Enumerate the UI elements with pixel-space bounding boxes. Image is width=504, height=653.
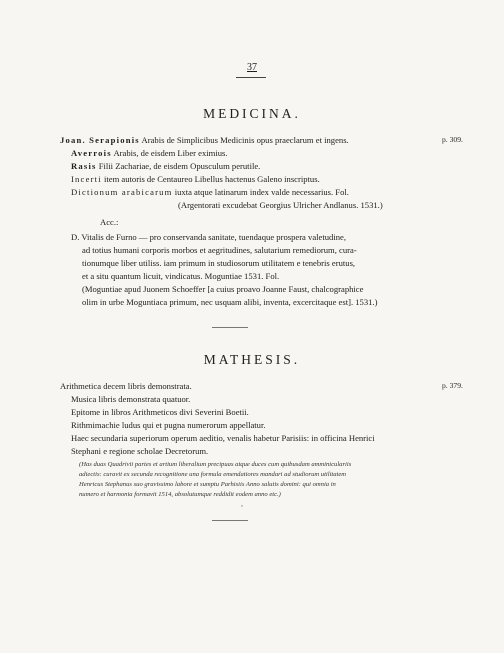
entry-author: Joan. Serapionis (60, 135, 140, 145)
mathesis-line: Haec secundaria superiorum operum aeditio, venalis habetur Parisiis: in officina Henrici (71, 433, 375, 443)
section-divider (212, 520, 248, 521)
entry-author: Dictionum arabicarum (71, 187, 173, 197)
mathesis-page-ref: p. 379. (442, 381, 463, 390)
mathesis-line: Epitome in libros Arithmeticos divi Severini Boetii. (71, 407, 249, 417)
entry-author: Averrois (71, 148, 112, 158)
entry-text: item autoris de Centaureo Libellus hactenus Galeno inscriptus. (101, 174, 320, 184)
imprint-line: (Argentorati excudebat Georgius Ulricher Andlanus. 1531.) (178, 200, 383, 210)
medicina-entry (71, 161, 260, 171)
medicina-heading: MEDICINA. (203, 106, 301, 121)
vitalis-line: D. Vitalis de Furno — pro conservanda sanitate, tuendaque prospera valetudine, (71, 232, 346, 242)
mathesis-line: Arithmetica decem libris demonstrata. (60, 381, 192, 391)
acc-label: Acc.: (100, 217, 119, 227)
medicina-entry (71, 187, 349, 197)
vitalis-line: ad totius humani corporis morbos et aegritudines, salutarium remediorum, cura- (82, 245, 357, 255)
mathesis-line: Stephani e regione scholae Decretorum. (71, 446, 209, 456)
entry-author: Rasis (71, 161, 97, 171)
footnote-line: (Has duas Quadrivii partes et artium liberalium precipuas atque duces cum quibusdam amminiculariis (79, 461, 352, 468)
section-divider (212, 327, 248, 328)
vitalis-line: tionumque liber utiliss. iam primum in studiosorum utilitatem e tenebris erutus, (82, 258, 356, 268)
medicina-page-ref: p. 309. (442, 135, 463, 144)
entry-text: Filii Zachariae, de eisdem Opusculum perutile. (96, 161, 261, 171)
vitalis-line: et a situ quantum licuit, vindicatus. Moguntiae 1531. Fol. (82, 271, 280, 281)
footnote-line: numero et harmonia formavit 1514, absolutumque reddidit eodem anno etc.) (79, 491, 281, 498)
medicina-entry (71, 174, 320, 184)
entry-text: iuxta atque latinarum index valde necessarius. Fol. (172, 187, 349, 197)
footnote-line: Henricus Stephanus suo gravissimo labore et sumptu Parhisiis Anno salutis domini: qui omnia in (79, 481, 336, 488)
medicina-entry (71, 148, 228, 158)
mathesis-line: Rithmimachie ludus qui et pugna numerorum appellatur. (71, 420, 266, 430)
footnote-line: adiectis: curavit ex secunda recognitione una formula emendatiores mandari ad studiorum utilitatem (79, 471, 347, 478)
medicina-entry (60, 135, 349, 145)
vitalis-line: (Moguntiae apud Juonem Schoeffer [a cuius proavo Joanne Faust, chalcographice (82, 284, 364, 294)
entry-author: Incerti (71, 174, 102, 184)
stray-mark: , (241, 499, 243, 508)
vitalis-line: olim in urbe Moguntiaca primum, nec usquam alibi, inventa, excercitaque est]. 1531.) (82, 297, 378, 307)
entry-text: Arabis de Simplicibus Medicinis opus praeclarum et ingens. (139, 135, 349, 145)
page-number: 37 (247, 62, 257, 73)
mathesis-line: Musica libris demonstrata quatuor. (71, 394, 191, 404)
entry-text: Arabis, de eisdem Liber eximius. (111, 148, 228, 158)
mathesis-heading: MATHESIS. (203, 352, 301, 367)
page-number-rule (236, 77, 266, 78)
